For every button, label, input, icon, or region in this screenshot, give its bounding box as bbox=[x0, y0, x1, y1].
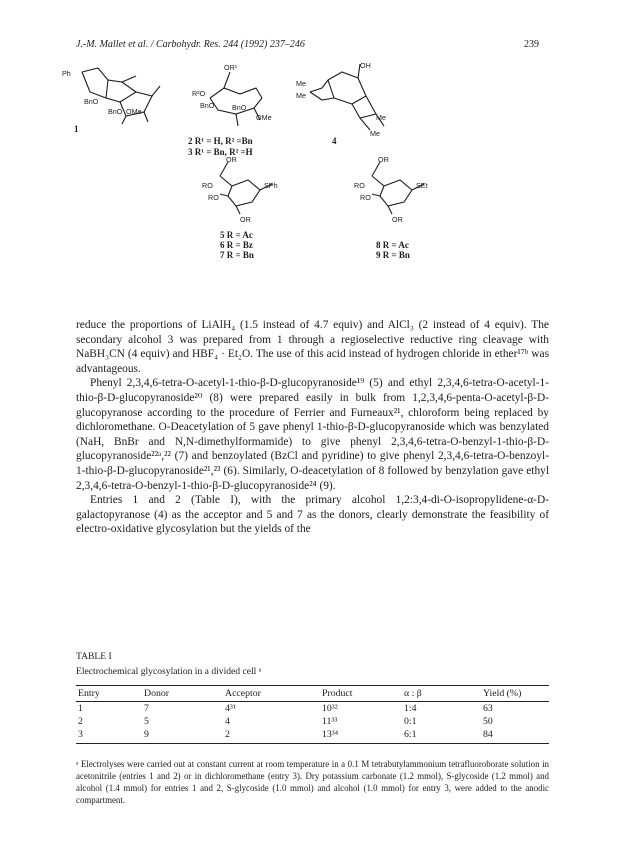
column-header: α : β bbox=[404, 686, 483, 702]
compound-legend-line: 3 R¹ = Bn, R² =H bbox=[188, 147, 253, 157]
label-or: OR bbox=[392, 215, 403, 224]
column-header: Entry bbox=[76, 686, 144, 702]
table-cell: 4 bbox=[225, 716, 230, 727]
table-cell: 1:4 bbox=[404, 703, 417, 714]
table-caption: Electrochemical glycosylation in a divided cell ᵃ bbox=[76, 666, 262, 677]
label-bno: BnO bbox=[200, 101, 215, 110]
table-cell: 2 bbox=[225, 728, 322, 744]
compound-legend-line: 8 R = Ac bbox=[376, 240, 409, 250]
table-header-row bbox=[76, 686, 549, 702]
label-set: SEt bbox=[416, 181, 428, 190]
table-cell: 0:1 bbox=[404, 716, 417, 727]
label-bno: BnO bbox=[108, 107, 123, 116]
paragraph: reduce the proportions of LiAlH₄ (1.5 instead of 4.7 equiv) and AlCl₃ (2 instead of 4 equiv). The secondary alcohol 3 was prepared from 1 through a regioselective reductive ring cleavage with NaBH₃CN (4 equiv) and HBF₄ · Et₂O. The use of this acid instead of hydrogen chloride in ether¹⁷ᵇ was advantageous. bbox=[76, 319, 549, 375]
paragraph: Entries 1 and 2 (Table I), with the primary alcohol 1,2:3,4-di-O-isopropylidene-α-D-galactopyranose (4) as the acceptor and 5 and 7 as the donors, clearly demonstrate the feasibility of electro-oxidative glycosylation but the yields of the bbox=[76, 494, 549, 536]
compound-legend-line: 7 R = Bn bbox=[220, 250, 254, 260]
label-or: OR bbox=[226, 155, 237, 164]
label-oh: OH bbox=[360, 61, 371, 70]
compound-2-3-structure bbox=[210, 72, 262, 126]
label-or: OR bbox=[378, 155, 389, 164]
table-label: TABLE I bbox=[76, 651, 112, 662]
table-row bbox=[76, 728, 549, 744]
label-ome: OMe bbox=[256, 113, 272, 122]
table-cell: 11³³ bbox=[322, 716, 338, 727]
label-ro: RO bbox=[202, 181, 213, 190]
label-r2o: R²O bbox=[192, 89, 206, 98]
compound-legend-line: 9 R = Bn bbox=[376, 250, 410, 260]
label-me: Me bbox=[370, 129, 380, 138]
table-caption-block bbox=[76, 650, 549, 678]
label-me: Me bbox=[296, 79, 306, 88]
compound-legend-line: 2 R¹ = H, R² =Bn bbox=[188, 136, 253, 146]
table-cell: 50 bbox=[483, 716, 493, 727]
label-bno: BnO bbox=[84, 97, 99, 106]
glycosylation-table bbox=[76, 685, 549, 744]
table-cell: 13³⁴ bbox=[322, 728, 404, 744]
table-cell: 6:1 bbox=[404, 728, 483, 744]
label-ro: RO bbox=[354, 181, 365, 190]
table-footnote: ᵃ Electrolyses were carried out at constant current at room temperature in a 0.1 M tetrabutylammonium tetrafluoroborate solution in acetonitrile (entries 1 and 2) or in dichloromethane (entry 3). Dry potassium carbonate (1.2 mmol), S-glycoside (1.2 mmol) and alcohol (1.4 mmol) for entries 1 and 2, S-glycoside (1.0 mmol) and alcohol (1.0 mmol) for entry 3, were added to the anodic compartment. bbox=[76, 759, 549, 805]
compound-number: 4 bbox=[332, 136, 337, 146]
table-row bbox=[76, 715, 549, 728]
label-or: OR bbox=[240, 215, 251, 224]
table-cell: 7 bbox=[144, 703, 149, 714]
column-header: Product bbox=[322, 686, 404, 702]
table-cell: 2 bbox=[78, 716, 83, 727]
table-cell: 9 bbox=[144, 728, 225, 744]
table-cell: 3 bbox=[76, 728, 144, 744]
table-cell: 4³¹ bbox=[225, 703, 236, 714]
label-bno: BnO bbox=[232, 103, 247, 112]
label-or1: OR¹ bbox=[224, 63, 238, 72]
paragraph: Phenyl 2,3,4,6-tetra-O-acetyl-1-thio-β-D-glucopyranoside¹⁹ (5) and ethyl 2,3,4,6-tetra-O-acetyl-1-thio-β-D-glucopyranoside²⁰ (8) were prepared easily in bulk from 1,2,3,4,6-penta-O-acetyl-β-D-glucopyranose according to the procedure of Ferrier and Furneaux²¹, chloroform being replaced by dichloromethane. O-Deacetylation of 5 gave phenyl 1-thio-β-D-glucopyranoside which was benzylated (NaH, BnBr and N,N-dimethylformamide) to give phenyl 2,3,4,6-tetra-O-benzyl-1-thio-β-D-glucopyranoside²²ᵃ,²² (7) and benzoylated (BzCl and pyridine) to give phenyl 2,3,4,6-tetra-O-benzoyl-1-thio-β-D-glucopyranoside²¹,²³ (6). Similarly, O-deacetylation of 8 followed by benzylation gave ethyl 2,3,4,6-tetra-O-benzyl-1-thio-β-D-glucopyranoside²⁴ (9). bbox=[76, 377, 549, 492]
table-cell: 84 bbox=[483, 728, 549, 744]
label-ro: RO bbox=[208, 193, 219, 202]
compound-4-structure bbox=[310, 64, 384, 130]
table-row bbox=[76, 702, 549, 716]
compound-legend-line: 5 R = Ac bbox=[220, 230, 253, 240]
label-ro: RO bbox=[360, 193, 371, 202]
body-text bbox=[76, 318, 549, 537]
column-header: Donor bbox=[144, 686, 225, 702]
column-header: Yield (%) bbox=[483, 686, 549, 702]
compound-number: 1 bbox=[74, 124, 79, 134]
label-ome: OMe bbox=[126, 107, 142, 116]
page-number: 239 bbox=[524, 39, 539, 50]
compound-legend-line: 6 R = Bz bbox=[220, 240, 253, 250]
label-sph: SPh bbox=[264, 181, 278, 190]
label-me: Me bbox=[296, 91, 306, 100]
table-cell: 63 bbox=[483, 703, 493, 714]
label-ph: Ph bbox=[62, 69, 71, 78]
column-header: Acceptor bbox=[225, 686, 322, 702]
table-cell: 5 bbox=[144, 716, 149, 727]
chemical-structures-figure bbox=[60, 58, 580, 290]
table-cell: 10³² bbox=[322, 703, 338, 714]
label-me: Me bbox=[376, 113, 386, 122]
table-cell: 1 bbox=[78, 703, 83, 714]
running-head: J.-M. Mallet et al. / Carbohydr. Res. 244 (1992) 237–246 bbox=[76, 39, 305, 50]
